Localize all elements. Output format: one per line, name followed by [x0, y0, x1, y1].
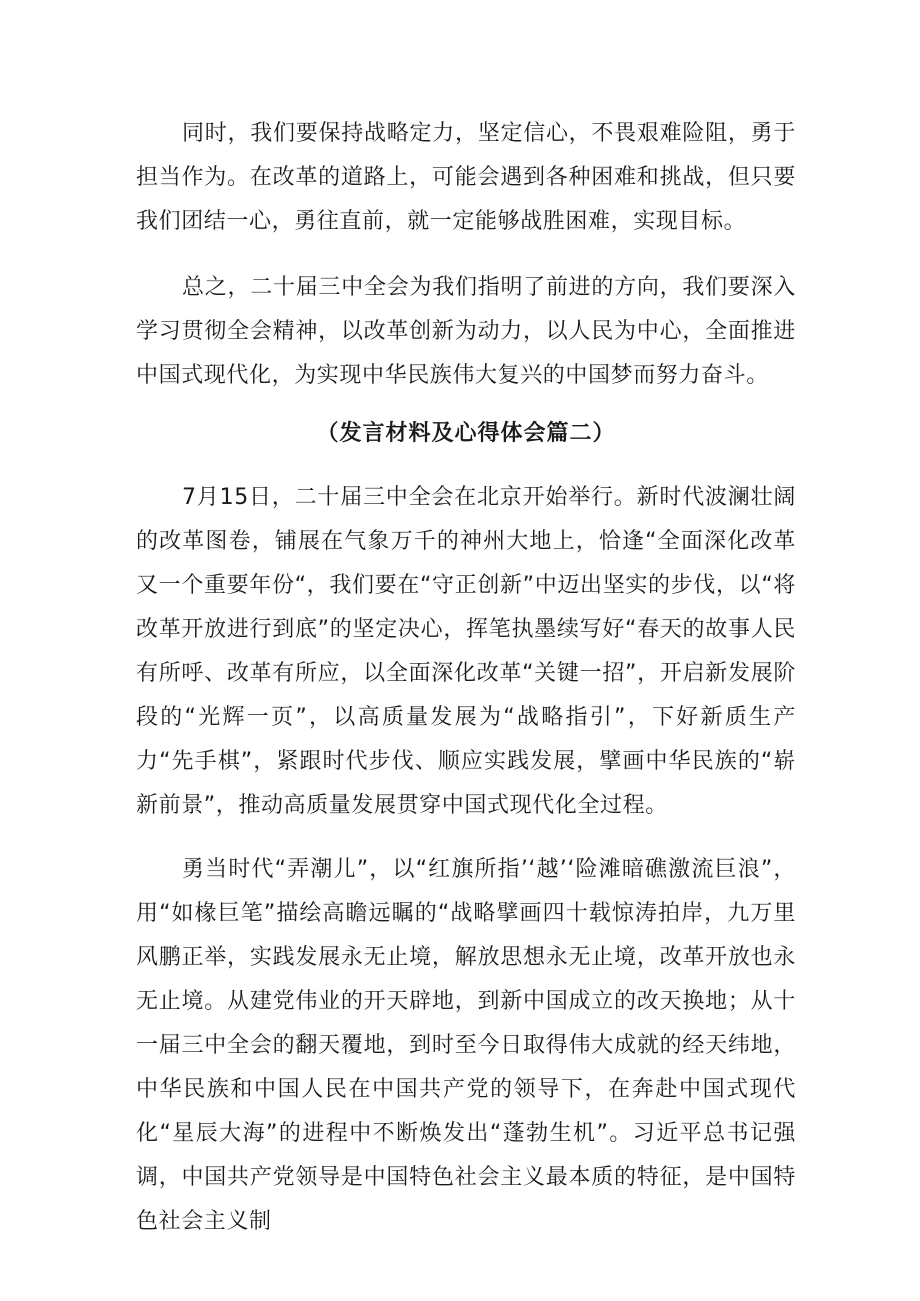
paragraph-perseverance: 同时，我们要保持战略定力，坚定信心，不畏艰难险阻，勇于担当作为。在改革的道路上，可能会遇到各种困难和挑战，但只要我们团结一心，勇往直前，就一定能够战胜困难，实现目标。	[136, 121, 796, 234]
paragraph-reform-history: 勇当时代“弄潮儿”，以“红旗所指’‘越’‘险滩暗礁激流巨浪”，用“如椽巨笔”描绘高瞻远瞩的“战略擘画四十载惊涛拍岸，九万里风鹏正举，实践发展永无止境，解放思想永无止境，改革开放也永无止境。从建党伟业的开天辟地，到新中国成立的改天换地；从十一届三中全会的翻天覆地，到时至今日取得伟大成就的经天纬地，中华民族和中国人民在中国共产党的领导下，在奔赴中国式现代化“星辰大海”的进程中不断焕发出“蓬勃生机”。习近平总书记强调，中国共产党领导是中国特色社会主义最本质的特征，是中国特色社会主义制	[136, 857, 796, 1234]
document-body	[136, 112, 796, 1244]
paragraph-conclusion: 总之，二十届三中全会为我们指明了前进的方向，我们要深入学习贯彻全会精神，以改革创新为动力，以人民为中心，全面推进中国式现代化，为实现中华民族伟大复兴的中国梦而努力奋斗。	[136, 275, 796, 388]
section-heading: （发言材料及心得体会篇二）	[316, 421, 616, 446]
paragraph-plenum-opening: 7月15日，二十届三中全会在北京开始举行。新时代波澜壮阔的改革图卷，铺展在气象万千的神州大地上，恰逢“全面深化改革又一个重要年份“，我们要在“守正创新”中迈出坚实的步伐，以“将改革开放进行到底”的坚定决心，挥笔执墨续写好“春天的故事人民有所呼、改革有所应，以全面深化改革“关键一招”，开启新发展阶段的“光辉一页”，以高质量发展为“战略指引”，下好新质生产力“先手棋”，紧跟时代步伐、顺应实践发展，擘画中华民族的“崭新前景”，推动高质量发展贯穿中国式现代化全过程。	[136, 485, 796, 818]
